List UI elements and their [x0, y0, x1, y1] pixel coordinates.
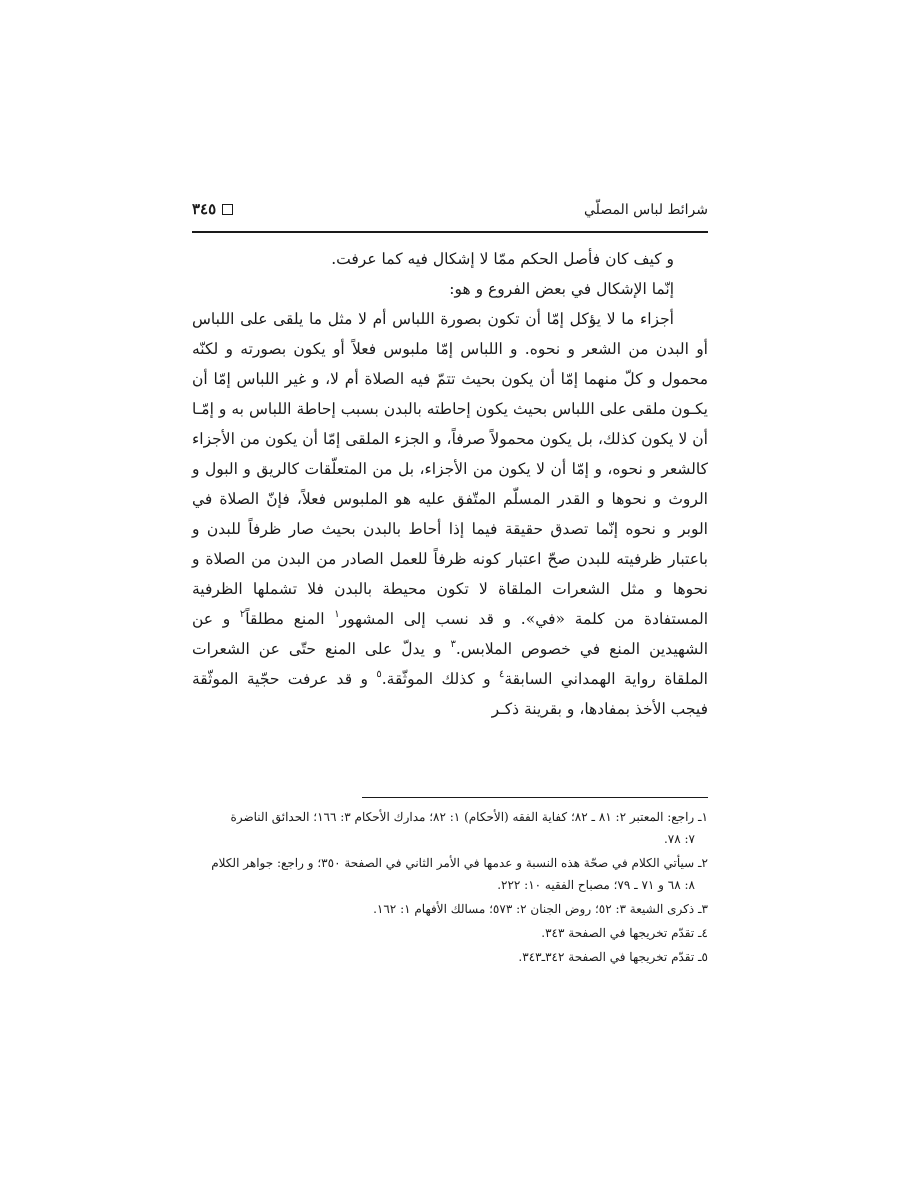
paragraph-3-text: و قد عرفت حجّية الموثّقة فيجب الأخذ بمفادها، و بقرينة ذكـر [192, 670, 708, 718]
paragraph-3-text: أجزاء ما لا يؤكل إمّا أن تكون بصورة اللباس أم لا مثل ما يلقى على اللباس أو البدن من الشعر و نحوه. و اللباس إمّا ملبوس فعلاً أو يكون بصورته و لكنّه محمول و كلّ منهما إمّا أن يكون بحيث تتمّ فيه الصلاة أم لا، و غير اللباس إمّا أن يكـون ملقى على اللباس بحيث يكون إحاطته بالبدن بسبب إحاطة اللباس به و إمّـا أن لا يكون كذلك، بل يكون محمولاً صرفاً، و الجزء الملقى إمّا أن يكون من الأجزاء كالشعر و نحوه، و إمّا أن لا يكون من الأجزاء، بل من المتعلّقات كالريق و البول و الروث و نحوها و القدر المسلّم المتّفق عليه هو الملبوس فعلاً، فإنّ الصلاة في الوبر و نحوه إنّما تصدق حقيقة فيما إذا أحاط بالبدن بحيث صار ظرفاً للبدن و باعتبار ظرفيته للبدن صحّ اعتبار كونه ظرفاً للعمل الصادر من البدن من الصلاة و نحوها و مثل الشعرات الملقاة لا تكون محيطة بالبدن فلا تشملها الظرفية المستفادة من كلمة «في». و قد نسب إلى المشهور [192, 310, 709, 628]
footnote-2-line-1: ٢ـ سيأتي الكلام في صحّة هذه النسبة و عدمها في الأمر الثاني في الصفحة ٣٥٠؛ و راجع: جواهر الكلام [211, 856, 708, 870]
main-text [192, 244, 708, 724]
footnote-5 [192, 946, 708, 968]
paragraph-1: و كيف كان فأصل الحكم ممّا لا إشكال فيه كما عرفت. [331, 250, 674, 268]
footnote-1-line-1: ١ـ راجع: المعتبر ٢: ٨١ ـ ٨٢؛ كفاية الفقه (الأحكام) ١: ٨٢؛ مدارك الأحكام ٣: ١٦٦؛ الحدائق الناضرة [230, 810, 708, 824]
running-title: شرائط لباس المصلّي [584, 202, 708, 218]
footnote-1 [192, 806, 708, 850]
footnote-1-line-2: ٧: ٧٨. [663, 832, 695, 846]
paragraph-2: إنّما الإشكال في بعض الفروع و هو: [449, 280, 674, 298]
footnote-5-line-1: ٥ـ تقدّم تخريجها في الصفحة ٣٤٢ـ٣٤٣. [518, 950, 708, 964]
page-number: ٣٤٥ [192, 200, 217, 218]
paragraph-3 [192, 304, 708, 724]
footnote-ref-1[interactable]: ١ [334, 609, 340, 620]
footnote-3-line-1: ٣ـ ذكرى الشيعة ٣: ٥٢؛ روض الجنان ٢: ٥٧٣؛ مسالك الأفهام ١: ١٦٢. [373, 902, 708, 916]
footnote-ref-5[interactable]: ٥ [376, 669, 382, 680]
paragraph-3-text: و عن الشهيدين المنع في خصوص الملابس. [192, 610, 708, 658]
footnote-4-line-1: ٤ـ تقدّم تخريجها في الصفحة ٣٤٣. [541, 926, 708, 940]
footnote-separator [362, 797, 708, 798]
paragraph-3-text: المنع مطلقاً [245, 610, 335, 628]
paragraph-3-text: و كذلك الموثّقة. [381, 670, 499, 688]
footnote-2 [192, 852, 708, 896]
footnote-2-line-2: ٨: ٦٨ و ٧١ ـ ٧٩؛ مصباح الفقيه ١٠: ٢٢٢. [497, 878, 695, 892]
paragraph-3-text: و يدلّ على المنع حتّى عن الشعرات الملقاة رواية الهمداني السابقة [192, 640, 708, 688]
header-rule [192, 231, 708, 233]
footnote-3 [192, 898, 708, 920]
square-box-icon [222, 204, 233, 215]
footnotes [192, 806, 708, 970]
page-header [192, 198, 708, 224]
page-number-group [192, 200, 233, 218]
footnote-4 [192, 922, 708, 944]
footnote-ref-4[interactable]: ٤ [498, 669, 505, 680]
footnote-ref-3[interactable]: ٣ [450, 639, 456, 650]
footnote-ref-2[interactable]: ٢ [239, 609, 246, 620]
